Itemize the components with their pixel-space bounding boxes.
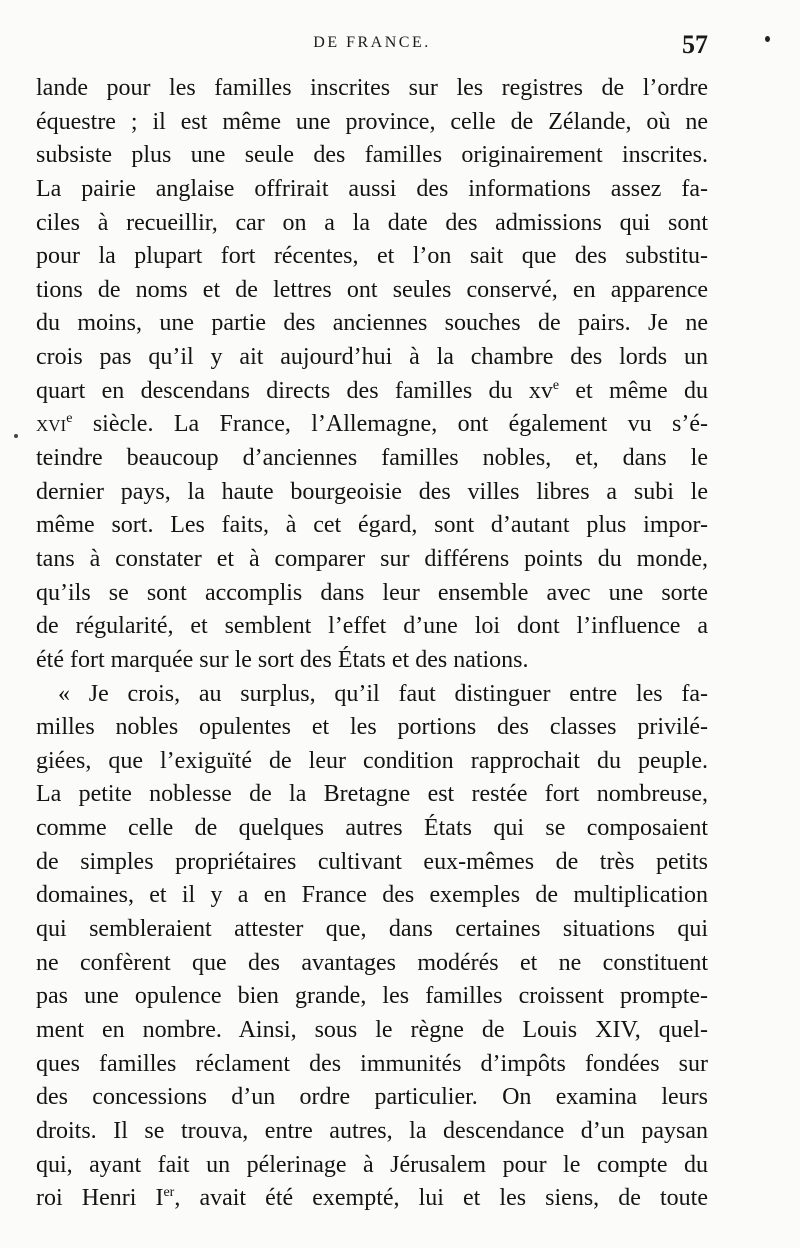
text-line: teindre beaucoup d’anciennes familles nobles, et, dans le xyxy=(36,445,708,472)
text-line: subsiste plus une seule des familles originairement inscrites. xyxy=(36,142,708,169)
text-segment: quart en descendans directs des familles du xv xyxy=(36,377,553,404)
text-line xyxy=(36,375,708,409)
running-head xyxy=(36,30,708,64)
text-line: du moins, une partie des anciennes souches de pairs. Je ne xyxy=(36,310,708,337)
text-line: tans à constater et à comparer sur différens points du monde, xyxy=(36,545,708,572)
text-line: même sort. Les faits, à cet égard, sont d’autant plus impor- xyxy=(36,512,708,539)
text-line: équestre ; il est même une province, celle de Zélande, où ne xyxy=(36,108,708,135)
running-title: DE FRANCE. xyxy=(313,34,431,51)
text-line: La petite noblesse de la Bretagne est restée fort nombreuse, xyxy=(36,781,708,808)
superscript: er xyxy=(163,1185,175,1201)
text-line: domaines, et il y a en France des exemples de multiplication xyxy=(36,882,708,909)
text-segment: roi Henri I xyxy=(36,1185,164,1212)
text-line: pas une opulence bien grande, les familles croissent prompte- xyxy=(36,983,708,1010)
text-line xyxy=(36,408,708,442)
text-line: dernier pays, la haute bourgeoisie des villes libres a subi le xyxy=(36,478,708,505)
text-line: pour la plupart fort récentes, et l’on sait que des substitu- xyxy=(36,243,708,270)
text-line: qui, ayant fait un pélerinage à Jérusalem pour le compte du xyxy=(36,1151,708,1178)
text-line: été fort marquée sur le sort des États et des nations. xyxy=(36,646,529,673)
text-line: comme celle de quelques autres États qui se composaient xyxy=(36,815,708,842)
text-line: de régularité, et semblent l’effet d’une loi dont l’influence a xyxy=(36,613,708,640)
text-line: droits. Il se trouva, entre autres, la descendance d’un paysan xyxy=(36,1117,708,1144)
text-line: crois pas qu’il y ait aujourd’hui à la chambre des lords un xyxy=(36,344,708,371)
margin-speck xyxy=(14,434,18,438)
text-line: de simples propriétaires cultivant eux-mêmes de très petits xyxy=(36,848,708,875)
superscript: e xyxy=(66,411,73,427)
text-line: ques familles réclament des immunités d’impôts fondées sur xyxy=(36,1050,708,1077)
superscript: e xyxy=(552,377,560,393)
text-line: giées, que l’exiguïté de leur condition rapprochait du peuple. xyxy=(36,747,708,774)
ink-spot xyxy=(765,36,770,42)
text-segment: , avait été exempté, lui et les siens, de toute xyxy=(174,1185,708,1212)
text-line: lande pour les familles inscrites sur les registres de l’ordre xyxy=(36,75,708,101)
text-line: ne confèrent que des avantages modérés et ne constituent xyxy=(36,949,708,976)
text-segment: siècle. La France, l’Allemagne, ont également vu s’é- xyxy=(92,411,708,438)
text-line: « Je crois, au surplus, qu’il faut distinguer entre les fa- xyxy=(58,680,708,707)
century-numeral: xvi xyxy=(36,411,67,438)
text-line: qui sembleraient attester que, dans certaines situations qui xyxy=(36,916,708,943)
page-number: 57 xyxy=(682,30,708,59)
text-line: ment en nombre. Ainsi, sous le règne de Louis XIV, quel- xyxy=(36,1016,708,1043)
text-line: des concessions d’un ordre particulier. On examina leurs xyxy=(36,1084,708,1111)
text-line: milles nobles opulentes et les portions des classes privilé- xyxy=(36,714,708,741)
text-line: qu’ils se sont accomplis dans leur ensemble avec une sorte xyxy=(36,579,708,606)
text-line xyxy=(36,1182,708,1216)
body-text xyxy=(36,72,708,1216)
text-line: ciles à recueillir, car on a la date des admissions qui sont xyxy=(36,209,708,236)
text-line: tions de noms et de lettres ont seules conservé, en apparence xyxy=(36,276,708,303)
text-segment: et même du xyxy=(559,377,708,404)
text-line: La pairie anglaise offrirait aussi des informations assez fa- xyxy=(36,175,708,202)
